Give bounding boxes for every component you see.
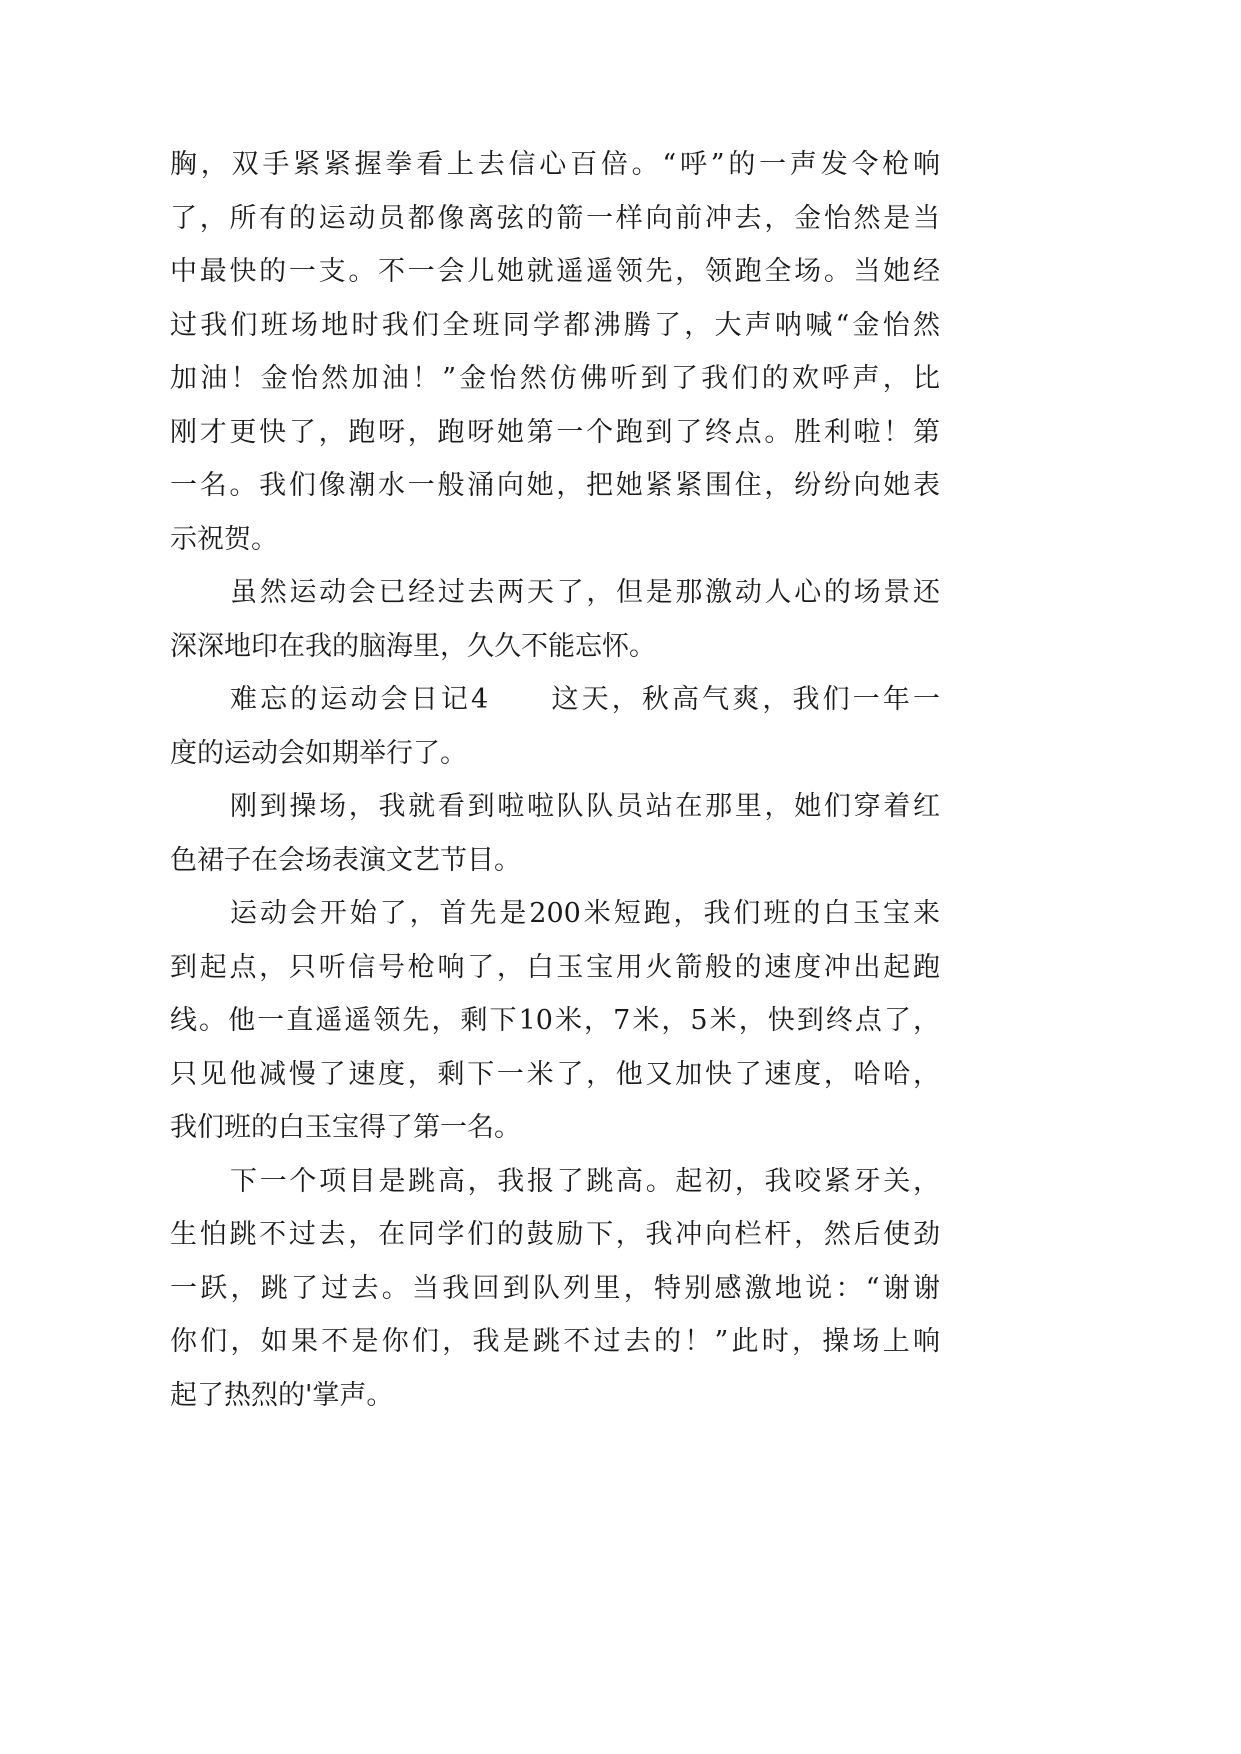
text-line: 中最快的一支。不一会儿她就遥遥领先，领跑全场。当她经 — [170, 256, 940, 287]
text-line: 了，所有的运动员都像离弦的箭一样向前冲去，金怡然是当 — [170, 203, 940, 234]
text-line: 线。他一直遥遥领先，剩下10米，7米，5米，快到终点了， — [170, 1005, 940, 1036]
text-line: 我们班的白玉宝得了第一名。 — [170, 1112, 521, 1143]
text-line: 刚才更快了，跑呀，跑呀她第一个跑到了终点。胜利啦！第 — [170, 417, 940, 448]
text-line: 深深地印在我的脑海里，久久不能忘怀。 — [170, 631, 656, 662]
paragraph-first-line: 难忘的运动会日记4 这天，秋高气爽，我们一年一 — [230, 684, 940, 715]
text-line: 只见他减慢了速度，剩下一米了，他又加快了速度，哈哈， — [170, 1059, 940, 1090]
text-line: 一名。我们像潮水一般涌向她，把她紧紧围住，纷纷向她表 — [170, 470, 940, 501]
text-line: 到起点，只听信号枪响了，白玉宝用火箭般的速度冲出起跑 — [170, 952, 940, 983]
text-line: 度的运动会如期举行了。 — [170, 738, 467, 769]
paragraph-first-line: 刚到操场，我就看到啦啦队队员站在那里，她们穿着红 — [230, 791, 940, 822]
text-line: 起了热烈的'掌声。 — [170, 1380, 394, 1411]
text-line: 你们，如果不是你们，我是跳不过去的！”此时，操场上响 — [170, 1326, 940, 1357]
text-line: 色裙子在会场表演文艺节目。 — [170, 845, 521, 876]
text-line: 一跃，跳了过去。当我回到队列里，特别感激地说：“谢谢 — [170, 1273, 940, 1304]
text-line: 生怕跳不过去，在同学们的鼓励下，我冲向栏杆，然后使劲 — [170, 1219, 940, 1250]
text-line: 示祝贺。 — [170, 524, 278, 555]
paragraph-first-line: 下一个项目是跳高，我报了跳高。起初，我咬紧牙关， — [230, 1166, 940, 1197]
text-line: 过我们班场地时我们全班同学都沸腾了，大声呐喊“金怡然 — [170, 310, 940, 341]
paragraph-first-line: 虽然运动会已经过去两天了，但是那激动人心的场景还 — [230, 577, 940, 608]
text-line: 加油！金怡然加油！”金怡然仿佛听到了我们的欢呼声，比 — [170, 363, 940, 394]
text-line: 胸，双手紧紧握拳看上去信心百倍。“呼”的一声发令枪响 — [170, 149, 940, 180]
paragraph-first-line: 运动会开始了，首先是200米短跑，我们班的白玉宝来 — [230, 898, 940, 929]
